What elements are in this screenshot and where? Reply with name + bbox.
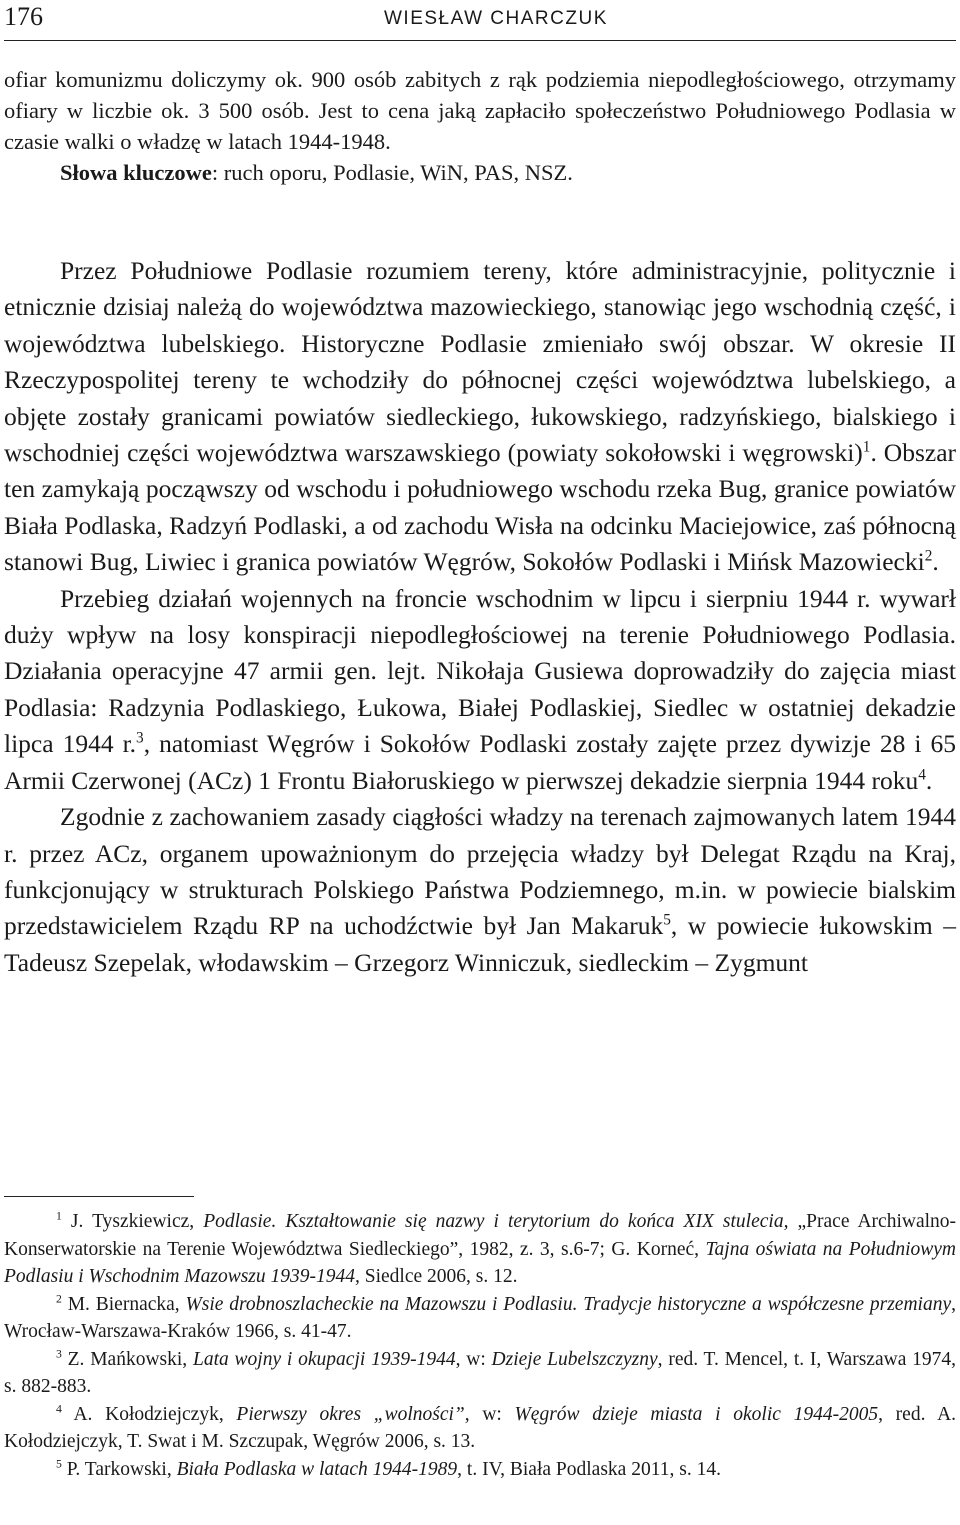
keywords-label: Słowa kluczowe: [60, 160, 212, 185]
footnote-title: Tajna oświata na Południowym Podlasiu i Wschodnim Mazowszu 1939-1944,: [4, 1238, 957, 1287]
footnote-4: [4, 1401, 956, 1456]
footnote-text: Siedlce 2006, s. 12.: [359, 1266, 518, 1287]
body-text: [4, 253, 956, 981]
footnote-ref-5: 5: [663, 911, 671, 929]
footnote-number: 2: [56, 1292, 62, 1305]
abstract: [4, 64, 956, 188]
footnote-title: Lata wojny i okupacji 1939-1944: [192, 1348, 456, 1370]
footnote-1: [4, 1208, 956, 1291]
footnote-text: M. Biernacka,: [61, 1293, 186, 1315]
footnote-text: , red. T. Mencel, t. I, Warszawa 1974, s. 882-883.: [4, 1348, 957, 1397]
footnote-ref-4: 4: [918, 766, 926, 784]
footnote-title: Węgrów dzieje miasta i okolic 1944-2005: [514, 1403, 879, 1425]
page-header: [4, 0, 956, 41]
p3-text-a: Zgodnie z zachowaniem zasady ciągłości władzy na terenach zajmowanych latem 1944 r. przez ACz, organem upoważnionym do przejęcia władzy był Delegat Rządu na Kraj, funkcjonujący w strukturach Polskiego Państwa Podziemnego, m.in. w powiecie bialskim przedstawicielem Rządu RP na uchodźctwie był Jan Makaruk: [4, 802, 956, 941]
footnote-text: , t. IV, Biała Podlaska 2011, s. 14.: [457, 1458, 721, 1480]
keywords: [4, 157, 956, 188]
footnote-text: A. Kołodziejczyk,: [61, 1403, 237, 1425]
keywords-text: : ruch oporu, Podlasie, WiN, PAS, NSZ.: [211, 160, 573, 185]
footnote-number: 3: [56, 1347, 62, 1360]
paragraph-3: [4, 799, 956, 981]
paragraph-2: [4, 581, 956, 799]
abstract-text: ofiar komunizmu doliczymy ok. 900 osób zabitych z rąk podziemia niepodległościowego, otrzymamy ofiary w liczbie ok. 3 500 osób. Jest to cena jaką zapłaciło społeczeństwo Południowego Podlasia w czasie walki o władzę w latach 1944-1948.: [4, 67, 956, 154]
footnote-number: 4: [56, 1402, 62, 1415]
p2-text-c: .: [925, 765, 933, 795]
footnote-text: , Wrocław-Warszawa-Kraków 1966, s. 41-47.: [4, 1293, 956, 1342]
footnote-text: P. Tarkowski,: [61, 1458, 177, 1480]
p1-text-b: . Obszar ten zamykają począwszy od wschodu i południowego wschodu rzeka Bug, granice powiatów Biała Podlaska, Radzyń Podlaski, a od zachodu Wisła na odcinku Maciejowice, zaś północną stanowi Bug, Liwiec i granica powiatów Węgrów, Sokołów Podlaski i Mińsk Mazowiecki: [4, 438, 956, 577]
footnote-text: Z. Mańkowski,: [61, 1348, 193, 1370]
page-number: 176: [4, 2, 43, 31]
footnote-text: „Prace Archiwalno-Konserwatorskie na Terenie Województwa Siedleckiego”, 1982, z. 3, s.6-7; G. Korneć,: [4, 1211, 957, 1260]
footnote-text: J. Tyszkiewicz,: [61, 1211, 204, 1232]
footnote-ref-3: 3: [136, 729, 144, 747]
footnote-title: Biała Podlaska w latach 1944-1989: [176, 1458, 458, 1480]
p1-text-a: Przez Południowe Podlasie rozumiem tereny, które administracyjnie, politycznie i etnicznie dzisiaj należą do województwa mazowieckiego, stanowiąc jego wschodnią część, i województwa lubelskiego. Historyczne Podlasie zmieniało swój obszar. W okresie II Rzeczypospolitej tereny te wchodziły do północnej części województwa lubelskiego, a objęte zostały granicami powiatów siedleckiego, łukowskiego, radzyńskiego, bialskiego i wschodniej części województwa warszawskiego (powiaty sokołowski i węgrowski): [4, 256, 956, 468]
p1-text-c: .: [932, 547, 939, 577]
p2-text-a: Przebieg działań wojennych na froncie wschodnim w lipcu i sierpniu 1944 r. wywarł duży wpływ na losy konspiracji niepodległościowej na terenie Południowego Podlasia. Działania operacyjne 47 armii gen. lejt. Nikołaja Gusiewa doprowadziły do zajęcia miast Podlasia: Radzynia Podlaskiego, Łukowa, Białej Podlaskiej, Siedlec w ostatniej dekadzie lipca 1944 r.: [4, 583, 956, 759]
footnote-divider: [4, 1196, 194, 1197]
paragraph-1: [4, 253, 956, 581]
footnote-title: Pierwszy okres „wolności”: [236, 1403, 465, 1425]
footnote-title: Podlasie. Kształtowanie się nazwy i terytorium do końca XIX stulecia,: [203, 1211, 789, 1232]
footnote-5: [4, 1456, 956, 1484]
footnote-ref-2: 2: [924, 547, 933, 565]
running-head-author: WIESŁAW CHARCZUK: [384, 8, 608, 29]
footnote-text: , w:: [455, 1348, 492, 1370]
footnote-2: [4, 1291, 956, 1346]
footnote-title: Wsie drobnoszlacheckie na Mazowszu i Podlasiu. Tradycje historyczne a współczesne przemiany: [185, 1293, 952, 1315]
p2-text-b: , natomiast Węgrów i Sokołów Podlaski zostały zajęte przez dywizje 28 i 65 Armii Czerwonej (ACz) 1 Frontu Białoruskiego w pierwszej dekadzie sierpnia 1944 roku: [4, 729, 957, 795]
footnote-number: 1: [56, 1209, 62, 1223]
footnote-3: [4, 1346, 956, 1401]
footnote-text: , w:: [464, 1403, 515, 1425]
footnote-title: Dzieje Lubelszczyzny: [491, 1348, 658, 1370]
footnote-ref-1: 1: [862, 438, 871, 456]
footnote-number: 5: [56, 1457, 62, 1470]
p3-text-b: , w powiecie łukowskim –Tadeusz Szepelak, włodawskim – Grzegorz Winniczuk, siedleckim – Zygmunt: [4, 911, 956, 977]
footnotes: [4, 1208, 956, 1483]
footnote-text: , red. A. Kołodziejczyk, T. Swat i M. Szczupak, Węgrów 2006, s. 13.: [4, 1403, 957, 1452]
